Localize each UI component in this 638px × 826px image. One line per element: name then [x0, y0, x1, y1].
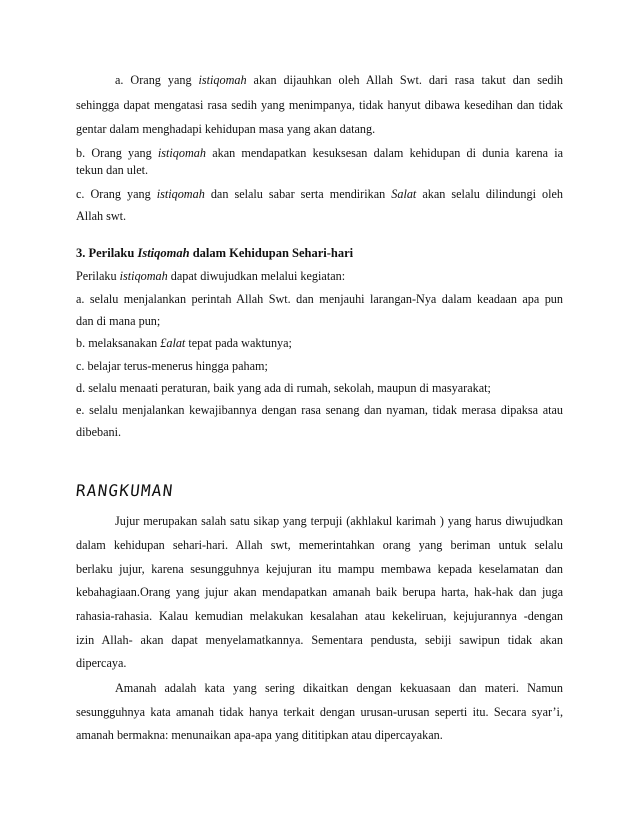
section-3-item-e-line-2: dibebani. [76, 425, 122, 439]
rangkuman-p1-line-4: kebahagiaan.Orang yang jujur akan mendapatkan amanah baik berupa harta, hak-hak dan juga [76, 585, 563, 599]
rangkuman-p2-line-1: Amanah adalah kata yang sering dikaitkan dengan kekuasaan dan materi. Namun [115, 681, 563, 695]
section-3-intro: Perilaku istiqomah dapat diwujudkan melalui kegiatan: [76, 269, 346, 283]
intro-point-b-line-1: b. Orang yang istiqomah akan mendapatkan kesuksesan dalam kehidupan di dunia karena ia [76, 146, 563, 160]
rangkuman-p2-line-3: amanah bermakna: menunaikan apa-apa yang dititipkan atau dipercayakan. [76, 728, 443, 742]
intro-point-b-line-2: tekun dan ulet. [76, 163, 149, 177]
intro-point-a-line-2: sehingga dapat mengatasi rasa sedih yang menimpanya, tidak hanyut dibawa kesedihan dan tidak [76, 98, 563, 112]
section-3-item-e-line-1: e. selalu menjalankan kewajibannya dengan rasa senang dan nyaman, tidak merasa dipaksa atau [76, 403, 563, 417]
section-3-item-a-line-2: dan di mana pun; [76, 314, 161, 328]
intro-point-c-line-1: c. Orang yang istiqomah dan selalu sabar serta mendirikan Salat akan selalu dilindungi oleh [76, 187, 563, 201]
intro-point-a-line-3: gentar dalam menghadapi kehidupan masa yang akan datang. [76, 122, 376, 136]
rangkuman-p2-line-2: sesungguhnya kata amanah tidak hanya terkait dengan urusan-urusan seperti itu. Secara syar’i, [76, 705, 563, 719]
section-3-item-b: b. melaksanakan £alat tepat pada waktunya; [76, 336, 292, 350]
section-3-heading: 3. Perilaku Istiqomah dalam Kehidupan Sehari-hari [76, 246, 354, 260]
intro-point-a-line-1: a. Orang yang istiqomah akan dijauhkan oleh Allah Swt. dari rasa takut dan sedih [115, 73, 563, 87]
rangkuman-p1-line-3: berlaku jujur, karena sesungguhnya kejujuran itu mampu membawa kepada keselamatan dan [76, 562, 563, 576]
rangkuman-p1-line-1: Jujur merupakan salah satu sikap yang terpuji (akhlakul karimah ) yang harus diwujudkan [115, 514, 563, 528]
section-3-item-d: d. selalu menaati peraturan, baik yang ada di rumah, sekolah, maupun di masyarakat; [76, 381, 491, 395]
rangkuman-heading: RANGKUMAN [75, 481, 175, 500]
section-3-item-c: c. belajar terus-menerus hingga paham; [76, 359, 268, 373]
intro-point-c-line-2: Allah swt. [76, 209, 127, 223]
rangkuman-p1-line-7: dipercaya. [76, 656, 127, 670]
rangkuman-p1-line-6: izin Allah- akan dapat menyelamatkannya. Sementara pendusta, sebiji sawipun tidak akan [76, 633, 563, 647]
rangkuman-p1-line-2: dalam kehidupan sehari-hari. Allah swt, memerintahkan orang yang beriman untuk selalu [76, 538, 563, 552]
section-3-item-a-line-1: a. selalu menjalankan perintah Allah Swt. dan menjauhi larangan-Nya dalam keadaan apa pun [76, 292, 563, 306]
rangkuman-p1-line-5: rahasia-rahasia. Kalau kemudian melakukan kesalahan atau kekeliruan, kejujurannya -dengan [76, 609, 563, 623]
